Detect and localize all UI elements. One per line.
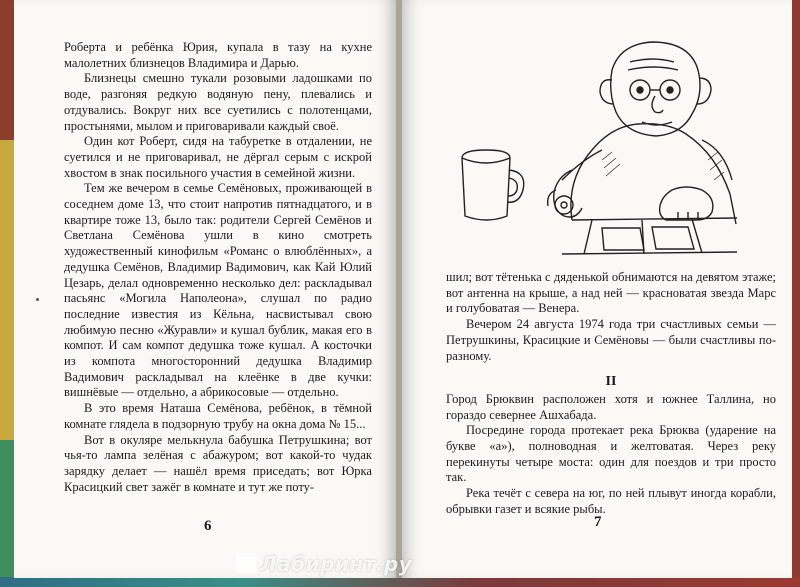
right-page bbox=[402, 0, 792, 578]
watermark: Лабиринт.ру bbox=[260, 552, 413, 576]
paragraph: Один кот Роберт, сидя на табуретке в отдалении, не суетился и не приговаривал, не дёргал серым с искрой хвостом в знак посильного участия в семейной жизни. bbox=[64, 134, 372, 180]
paragraph: В это время Наташа Семёнова, ребёнок, в тёмной комнате глядела в подзорную трубу на окна дома № 15... bbox=[64, 401, 372, 431]
paragraph: Посредине города протекает река Брюква (ударение на букве «а»), полноводная и желтоватая. Через реку перекинуты четыре моста: один для поездов и три просто так. bbox=[446, 423, 776, 485]
page-number: 7 bbox=[594, 514, 602, 530]
paragraph: шил; вот тётенька с дяденькой обнимаются на девятом этаже; вот антенна на крыше, а над ней — красноватая звезда Марс и голубоватая — Венера. bbox=[446, 270, 776, 316]
left-page-text bbox=[64, 40, 372, 495]
chapter-heading: II bbox=[605, 374, 617, 390]
right-page-text bbox=[446, 270, 776, 518]
paragraph: Вот в окуляре мелькнула бабушка Петрушкина; вот чья-то лампа зелёная с абажуром; вот какой-то чудак зарядку делает — нашёл время приседать; вот Юрка Красицкий свет зажёг в комнате и тут же поту- bbox=[64, 432, 372, 494]
book-cover-right-edge bbox=[792, 0, 800, 587]
paragraph: Близнецы смешно тукали розовыми ладошками по воде, разгоняя редкую водяную пену, плевались и отдувались. Вокруг них все суетились с полотенцами, простынями, мылом и приговаривали каждый своё. bbox=[64, 71, 372, 133]
paragraph: Река течёт с севера на юг, по ней плывут иногда корабли, обрывки газет и всякие рыбы. bbox=[446, 486, 776, 516]
left-page bbox=[14, 0, 396, 578]
paragraph: Город Брюквин расположен хотя и южнее Таллина, но гораздо севернее Ашхабада. bbox=[446, 391, 776, 422]
paragraph: Тем же вечером в семье Семёновых, проживающей в соседнем доме 13, что стоит напротив пятнадцатого, и в квартире тоже 13, было так: родители Сергей Семёнов и Светлана Семёнова ушли в кино смотреть художественный кинофильм «Романс о влюблённых», а дедушка Семёнов, Владимир Вадимович, как Кай Юлий Цезарь, делал одновременно несколько дел: раскладывал пасьянс «Могила Наполеона», слушал по радио последние известия из Кёльна, насвистывал свою любимую песню «Журавли» и кушал бублик, макая его в компот. И сам компот дедушка тоже кушал. А косточки из компота многосторонний дедушка Владимир Вадимович раскладывал на клеёнке в две кучки: вишнёвые — отдельно, а абрикосовые — отдельно. bbox=[64, 181, 372, 400]
paragraph: Роберта и ребёнка Юрия, купала в тазу на кухне малолетних близнецов Владимира и Дарью. bbox=[64, 40, 372, 70]
book-cover-edge bbox=[0, 0, 14, 587]
page-number: 6 bbox=[204, 518, 212, 534]
paragraph: Вечером 24 августа 1974 года три счастливых семьи — Петрушкины, Красицкие и Семёновы — были счастливы по-разному. bbox=[446, 317, 776, 363]
watermark-logo-icon bbox=[236, 553, 256, 573]
book-cover-bottom-edge bbox=[0, 577, 800, 587]
illustration-old-man bbox=[452, 40, 742, 260]
print-speck bbox=[36, 298, 39, 301]
